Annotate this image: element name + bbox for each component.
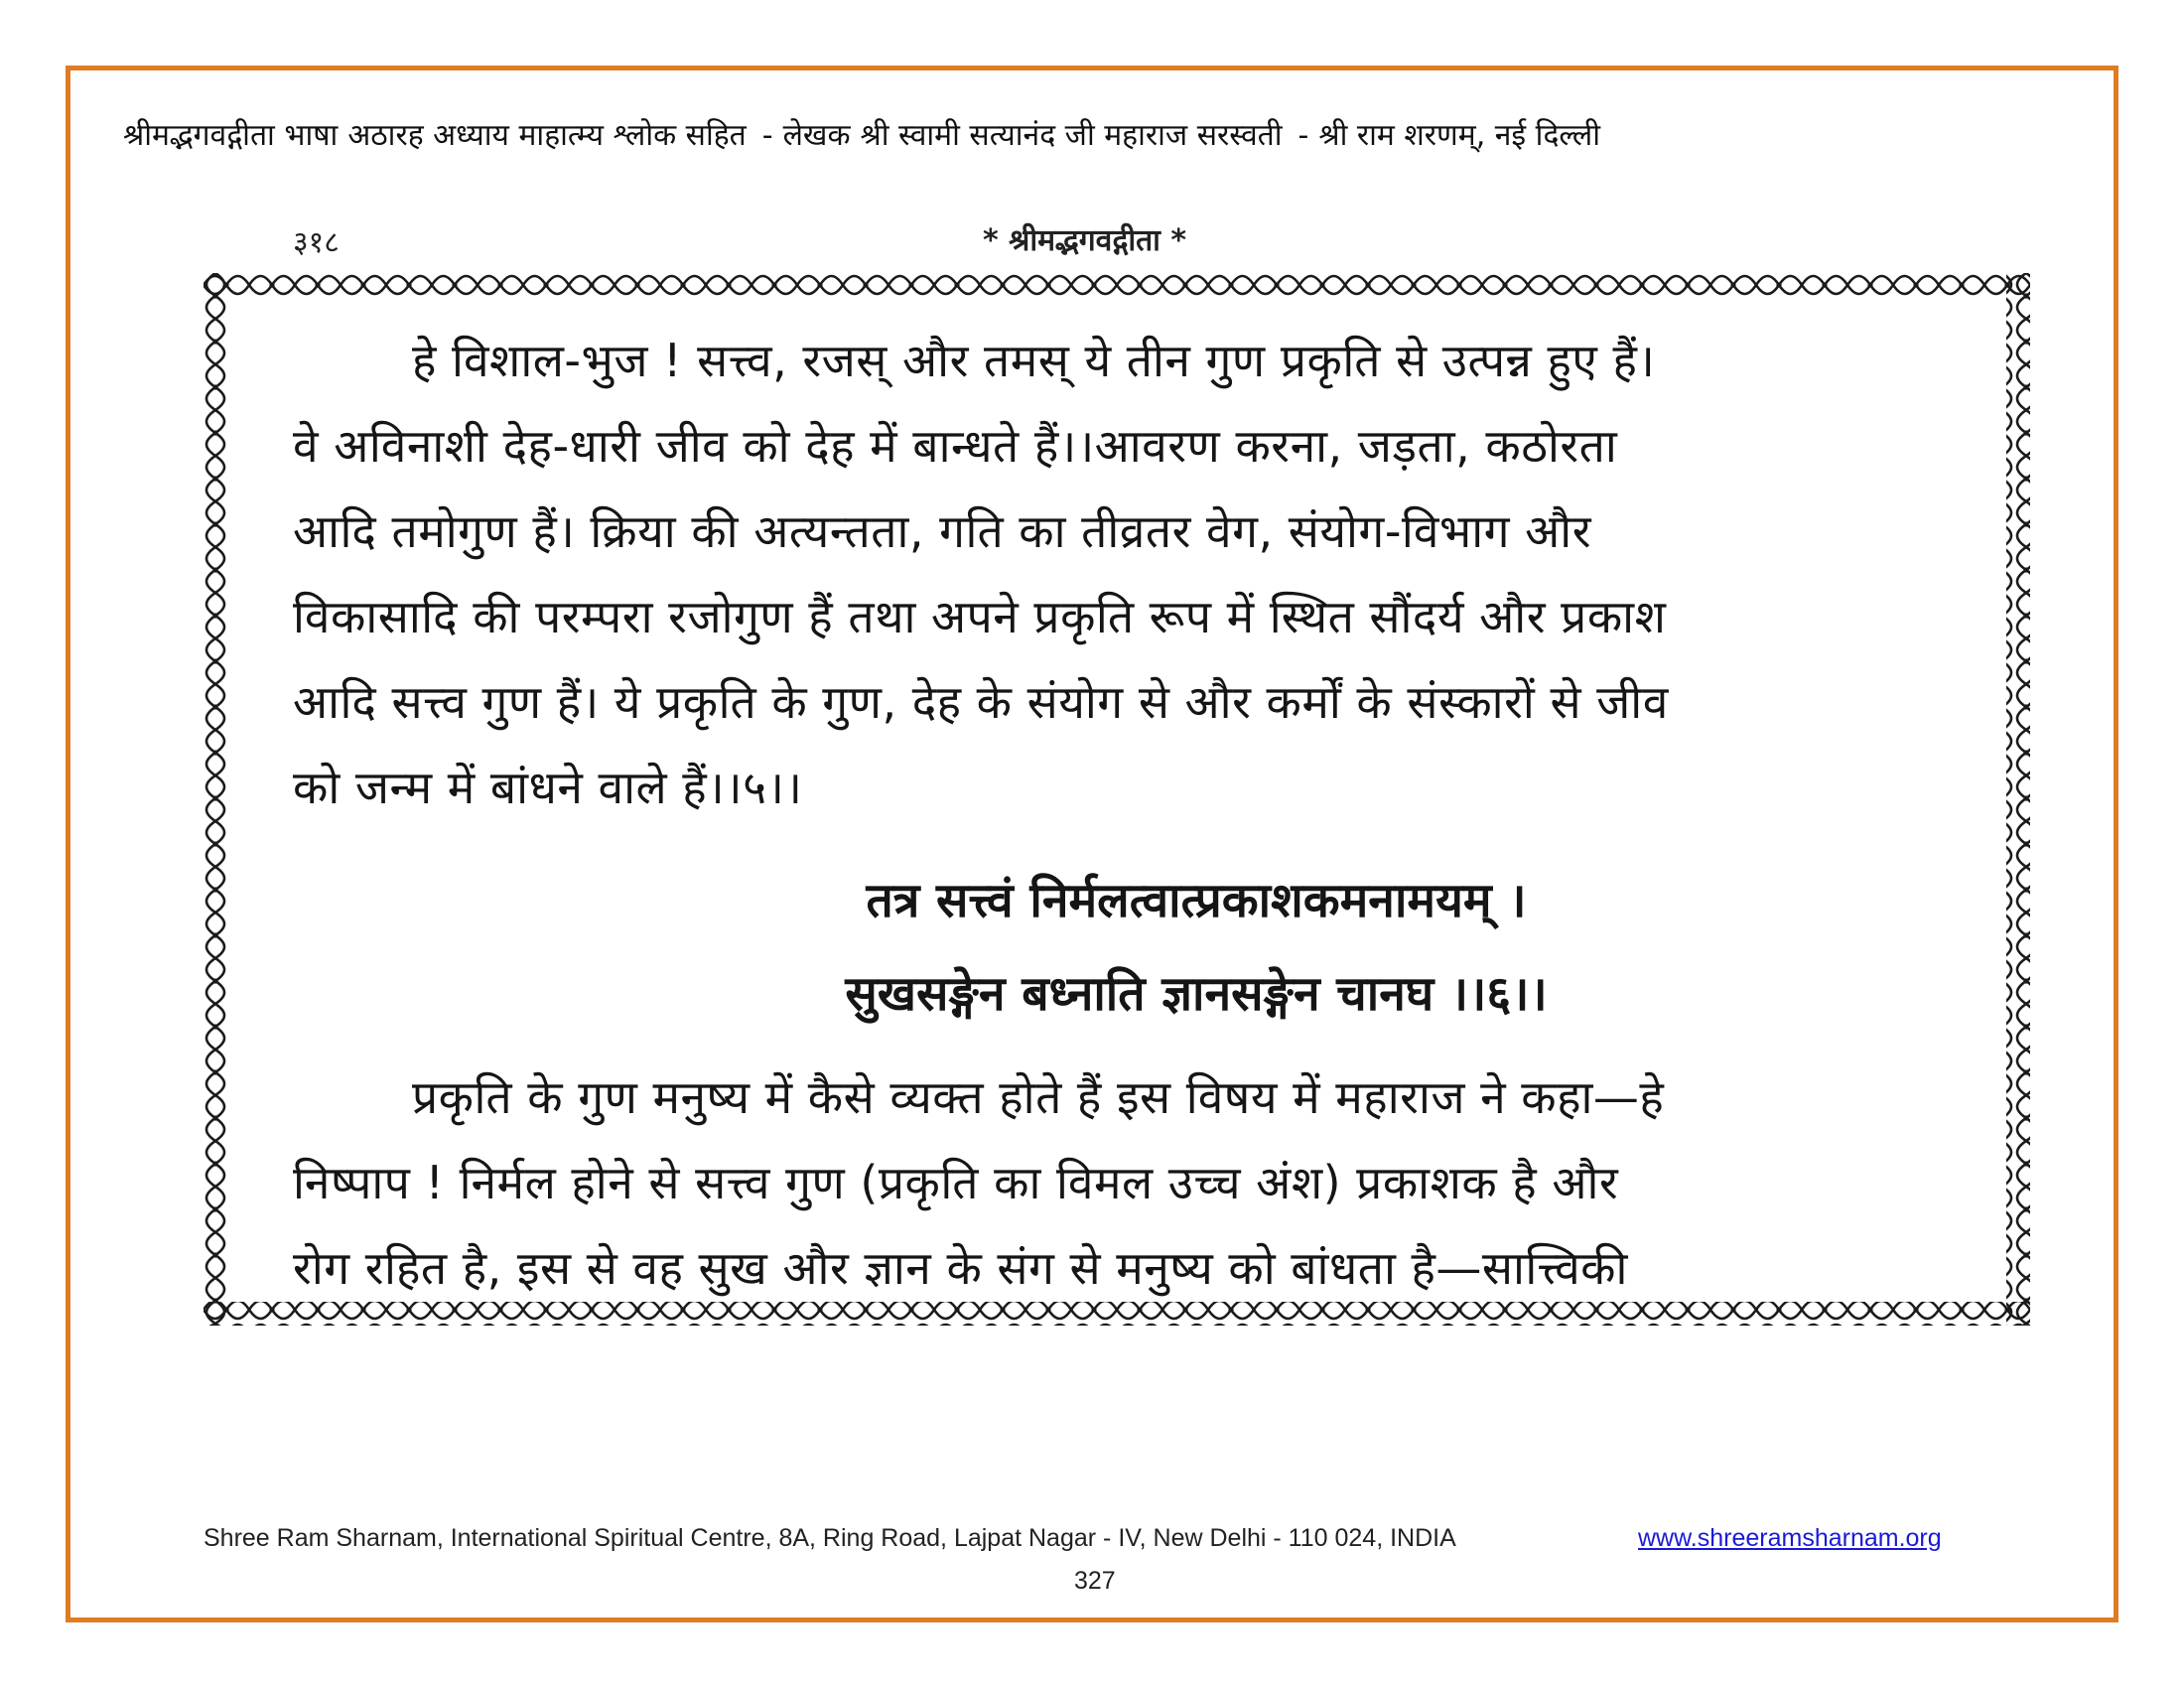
para1-line: हे विशाल-भुज ! सत्त्व, रजस् और तमस् ये तीन गुण प्रकृति से उत्पन्न हुए हैं। [412, 334, 1656, 387]
header-title-main: श्रीमद्भगवद्गीता भाषा [123, 118, 339, 153]
para1-line: आदि तमोगुण हैं। क्रिया की अत्यन्तता, गति का तीव्रतर वेग, संयोग-विभाग और [293, 504, 1592, 558]
page-number: 327 [1074, 1567, 1116, 1595]
body-text [293, 318, 1980, 1311]
para2-line: रोग रहित है, इस से वह सुख और ज्ञान के संग से मनुष्य को बांधता है—सात्त्विकी [293, 1241, 1628, 1295]
shloka-line: सुखसङ्गेन बध्नाति ज्ञानसङ्गेन चानघ ।।६।। [845, 966, 1548, 1022]
header-title-sub: अठारह अध्याय माहात्म्य श्लोक सहित [347, 118, 747, 153]
shloka-block [293, 860, 1980, 1035]
page-footer [204, 1524, 1990, 1564]
website-link[interactable]: www.shreeramsharnam.org [1638, 1524, 1942, 1552]
para1-line: विकासादि की परम्परा रजोगुण हैं तथा अपने प्रकृति रूप में स्थित सौंदर्य और प्रकाश [293, 590, 1667, 643]
para1-line: आदि सत्त्व गुण हैं। ये प्रकृति के गुण, देह के संयोग से और कर्मों के संस्कारों से जीव [293, 675, 1669, 729]
para1-line: को जन्म में बांधने वाले हैं।।५।। [293, 761, 803, 814]
para2-line: निष्पाप ! निर्मल होने से सत्त्व गुण (प्रकृति का विमल उच्च अंश) प्रकाशक है और [293, 1156, 1619, 1209]
footer-address: Shree Ram Sharnam, International Spiritual Centre, 8A, Ring Road, Lajpat Nagar - IV, New Delhi - 110 024, INDIA [204, 1524, 1456, 1552]
header-author-name: श्री स्वामी सत्यानंद जी महाराज सरस्वती [860, 118, 1283, 153]
scan-running-head: * श्रीमद्भगवद्गीता * [983, 223, 1187, 258]
header-separator: - [761, 118, 773, 153]
document-header [123, 111, 2069, 161]
para1-line: वे अविनाशी देह-धारी जीव को देह में बान्धते हैं।।आवरण करना, जड़ता, कठोरता [293, 419, 1618, 473]
header-publisher: श्री राम शरणम्, नई दिल्ली [1318, 118, 1601, 153]
header-separator: - [1297, 118, 1309, 153]
para2-line: प्रकृति के गुण मनुष्य में कैसे व्यक्त होते हैं इस विषय में महाराज ने कहा—हे [412, 1070, 1665, 1124]
header-author-label: लेखक [782, 118, 851, 153]
scan-page-number: ३१८ [293, 225, 340, 260]
shloka-line: तत्र सत्त्वं निर्मलत्वात्प्रकाशकमनामयम् । [866, 873, 1527, 928]
